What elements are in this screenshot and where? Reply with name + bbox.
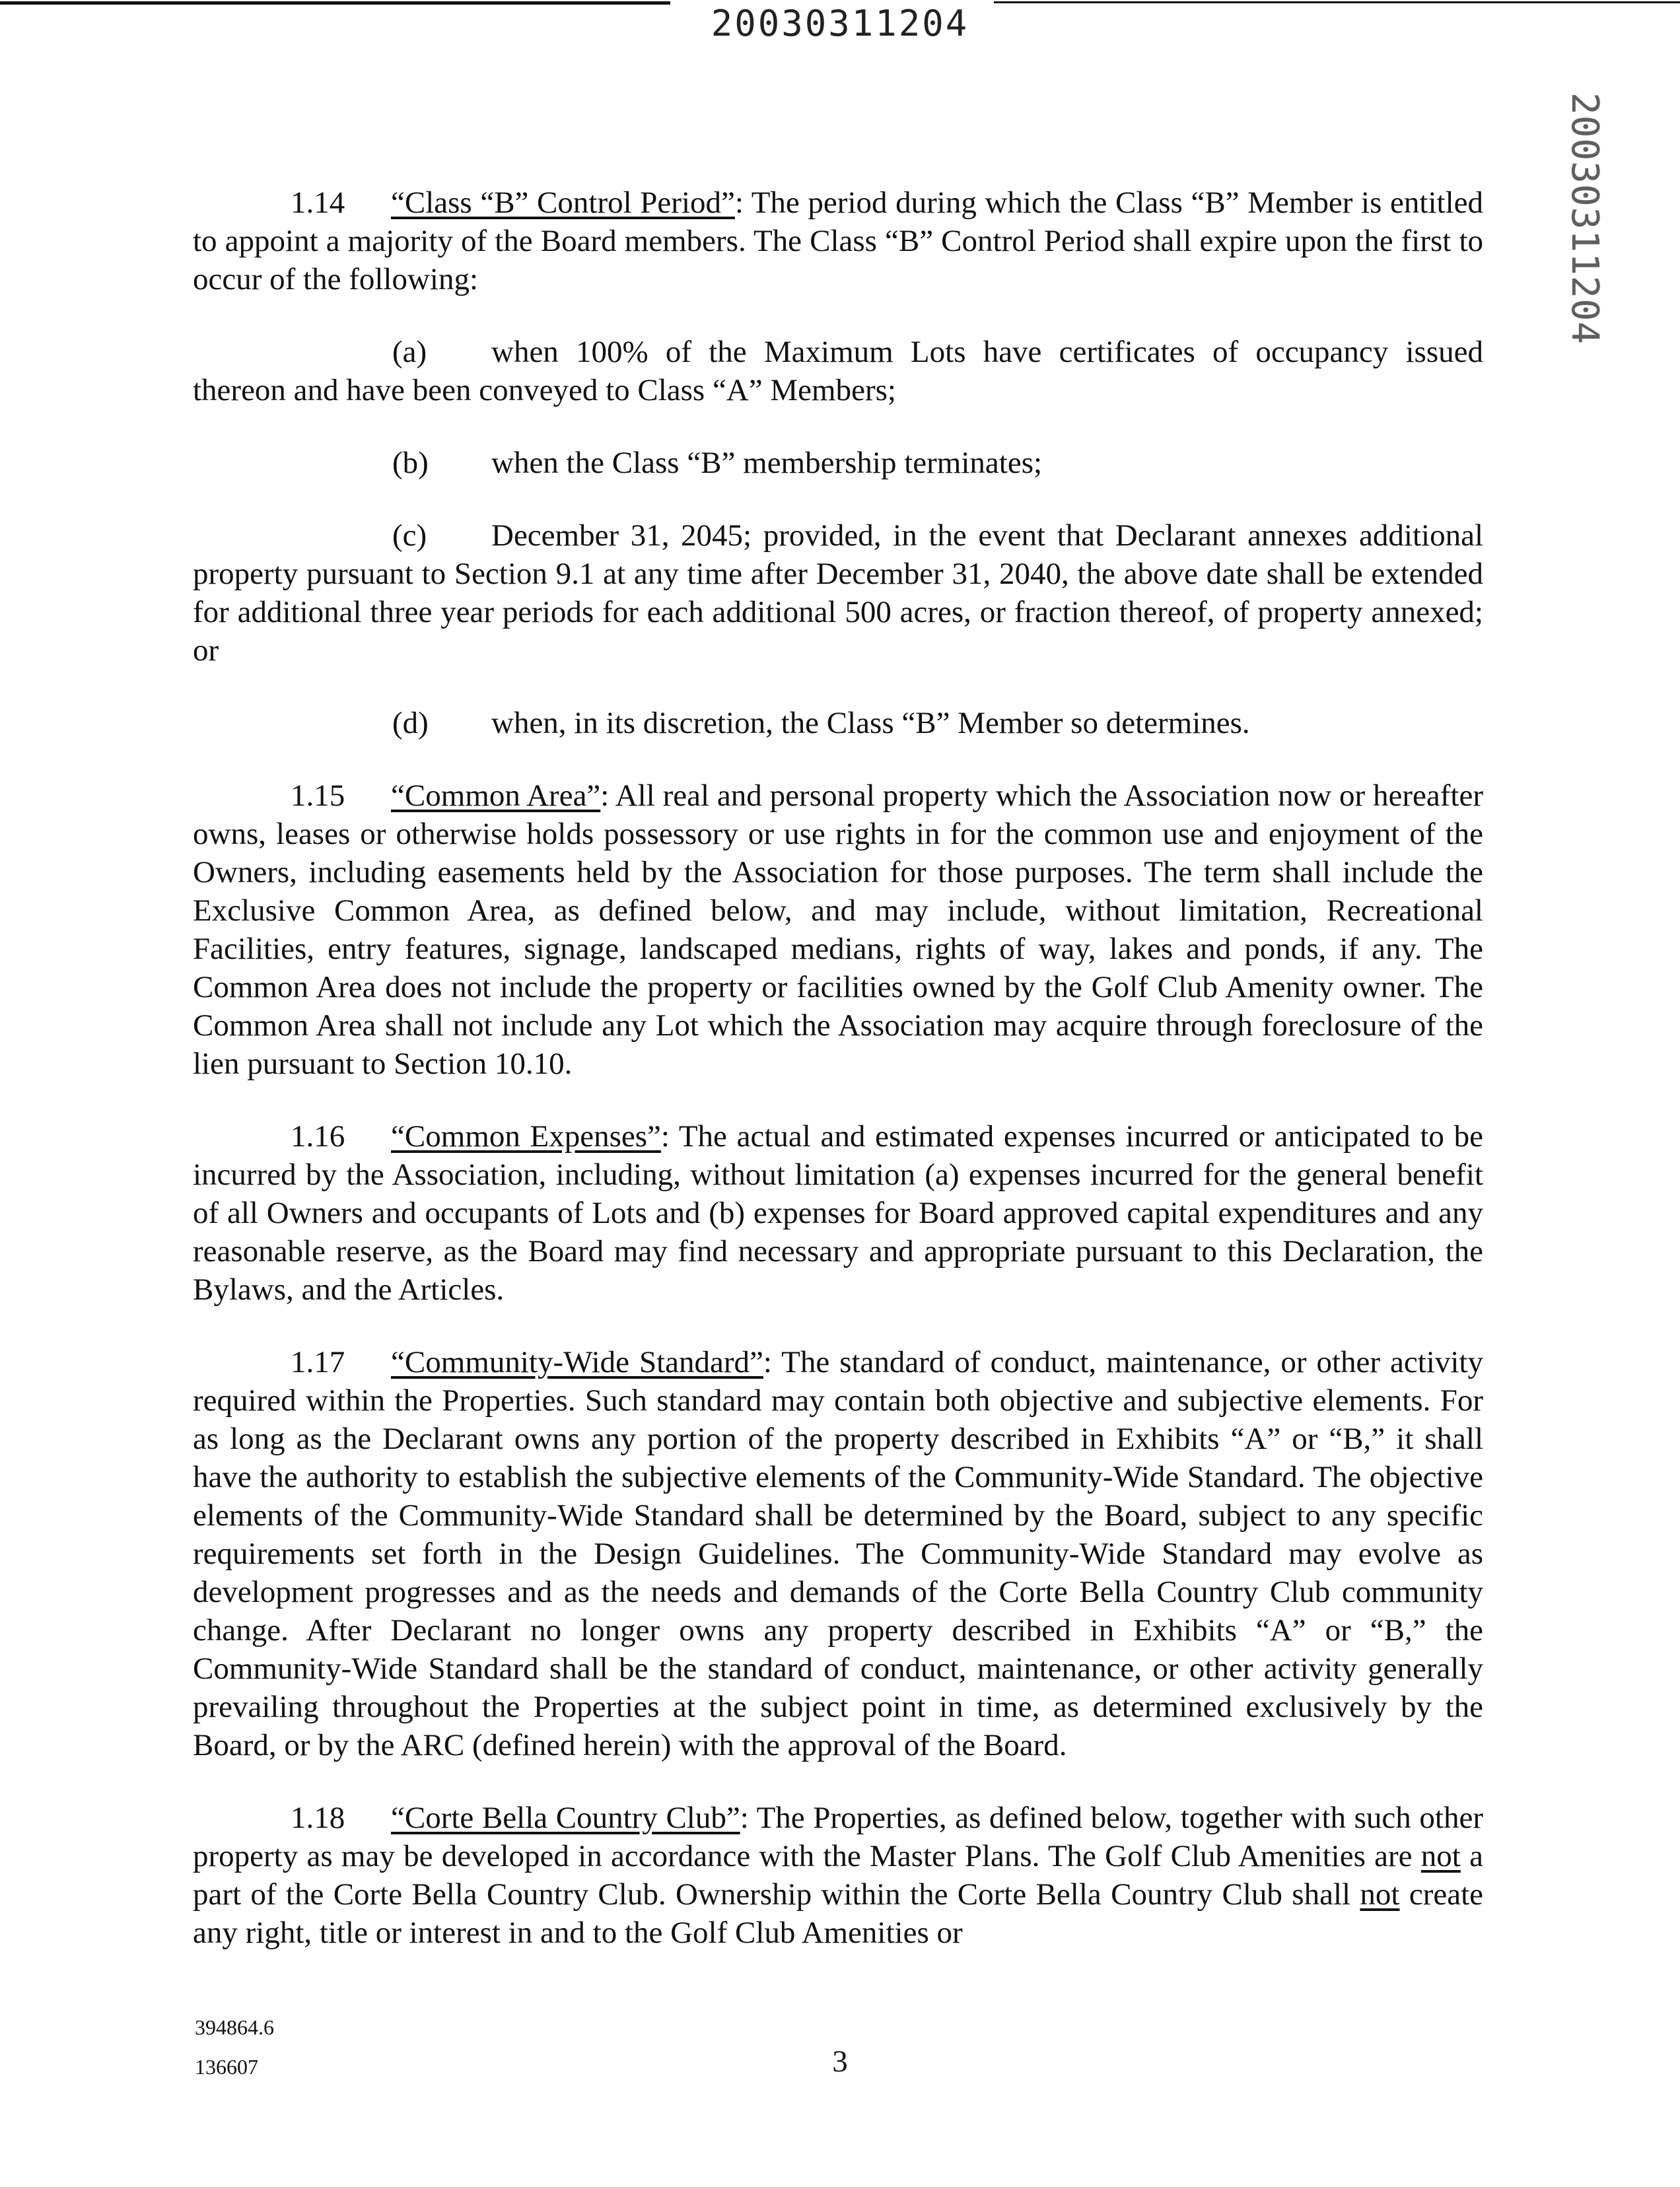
list-label: (d) — [392, 706, 429, 740]
list-item-a — [193, 333, 1483, 409]
list-text: when 100% of the Maximum Lots have certificates of occupancy issued thereon and have been conveyed to Class “A” Members; — [193, 335, 1483, 407]
page-number: 3 — [832, 2044, 848, 2079]
section-1-15: 1.15 “Common Area”: All real and personal property which the Association now or hereafter owns, leases or otherwise holds possessory or use rights in for the common use and enjoyment of the Owners, including easements held by the Association for those purposes. The term shall include the Exclusive Common Area, as defined below, and may include, without limitation, Recreational Facilities, entry features, signage, landscaped medians, rights of way, lakes and ponds, if any. The Common Area does not include the property or facilities owned by the Golf Club Amenity owner. The Common Area shall not include any Lot which the Association may acquire through foreclosure of the lien pursuant to Section 10.10. — [193, 777, 1483, 1083]
list-label: (c) — [392, 518, 427, 553]
emphasis-not: not — [1360, 1877, 1400, 1912]
section-text: The Properties, as defined below, together with such other property as may be developed in accordance with the Master Plans. The Golf Club Amenities are — [193, 1801, 1483, 1873]
list-label: (a) — [392, 335, 427, 369]
list-text: when the Class “B” membership terminates; — [491, 446, 1043, 480]
defined-term: “Common Area” — [391, 779, 601, 813]
section-text: The period during which the Class “B” Member is entitled to appoint a majority of the Board members. The Class “B” Control Period shall expire upon the first to occur of the following: — [193, 186, 1483, 296]
defined-term: “Corte Bella Country Club” — [391, 1801, 740, 1835]
emphasis-not: not — [1420, 1839, 1461, 1873]
section-text: All real and personal property which the Association now or hereafter owns, leases or otherwise holds possessory or use rights in for the common use and enjoyment of the Owners, including easements held by the Association for those purposes. The term shall include the Exclusive Common Area, as defined below, and may include, without limitation, Recreational Facilities, entry features, signage, landscaped medians, rights of way, lakes and ponds, if any. The Common Area does not include the property or facilities owned by the Golf Club Amenity owner. The Common Area shall not include any Lot which the Association may acquire through foreclosure of the lien pursuant to Section 10.10. — [193, 779, 1483, 1081]
section-number: 1.16 — [291, 1119, 345, 1154]
list-item-d — [193, 704, 1483, 742]
section-number: 1.14 — [291, 186, 345, 220]
section-1-17: 1.17 “Community-Wide Standard”: The standard of conduct, maintenance, or other activity required within the Properties. Such standard may contain both objective and subjective elements. For as long as the Declarant owns any portion of the property described in Exhibits “A” or “B,” it shall have the authority to establish the subjective elements of the Community-Wide Standard. The objective elements of the Community-Wide Standard shall be determined by the Board, subject to any specific requirements set forth in the Design Guidelines. The Community-Wide Standard may evolve as development progresses and as the needs and demands of the Corte Bella Country Club community change. After Declarant no longer owns any property described in Exhibits “A” or “B,” the Community-Wide Standard shall be the standard of conduct, maintenance, or other activity generally prevailing throughout the Properties at the subject point in time, as determined exclusively by the Board, or by the ARC (defined herein) with the approval of the Board. — [193, 1343, 1483, 1764]
list-item-b — [193, 444, 1483, 482]
section-1-14: 1.14 “Class “B” Control Period”: The period during which the Class “B” Member is entitled to appoint a majority of the Board members. The Class “B” Control Period shall expire upon the first to occur of the following: — [193, 184, 1483, 298]
section-number: 1.15 — [291, 779, 345, 813]
side-stamp: 20030311204 — [1563, 92, 1606, 345]
section-1-16: 1.16 “Common Expenses”: The actual and estimated expenses incurred or anticipated to be incurred by the Association, including, without limitation (a) expenses incurred for the general benefit of all Owners and occupants of Lots and (b) expenses for Board approved capital expenditures and any reasonable reserve, as the Board may find necessary and appropriate pursuant to this Declaration, the Bylaws, and the Articles. — [193, 1117, 1483, 1309]
list-text: when, in its discretion, the Class “B” Member so determines. — [491, 706, 1250, 740]
section-number: 1.18 — [291, 1801, 345, 1835]
doc-id: 394864.6 — [195, 2015, 274, 2039]
section-1-18: 1.18 “Corte Bella Country Club”: The Properties, as defined below, together with such other property as may be developed in accordance with the Master Plans. The Golf Club Amenities are not a part of the Corte Bella Country Club. Ownership within the Corte Bella Country Club shall not create any right, title or interest in and to the Golf Club Amenities or — [193, 1799, 1483, 1952]
list-item-c — [193, 516, 1483, 670]
recording-number: 20030311204 — [711, 3, 969, 44]
section-text: create any right, title or interest in and to the Golf Club Amenities or — [193, 1877, 1483, 1950]
section-text: a part of the Corte Bella Country Club. Ownership within the Corte Bella Country Club shall — [193, 1839, 1483, 1912]
defined-term: “Class “B” Control Period” — [391, 186, 735, 220]
section-text: The standard of conduct, maintenance, or other activity required within the Properties. Such standard may contain both objective and subjective elements. For as long as the Declarant owns any portion of the property described in Exhibits “A” or “B,” it shall have the authority to establish the subjective elements of the Community-Wide Standard. The objective elements of the Community-Wide Standard shall be determined by the Board, subject to any specific requirements set forth in the Design Guidelines. The Community-Wide Standard may evolve as development progresses and as the needs and demands of the Corte Bella Country Club community change. After Declarant no longer owns any property described in Exhibits “A” or “B,” the Community-Wide Standard shall be the standard of conduct, maintenance, or other activity generally prevailing throughout the Properties at the subject point in time, as determined exclusively by the Board, or by the ARC (defined herein) with the approval of the Board. — [193, 1345, 1483, 1762]
list-text: December 31, 2045; provided, in the event that Declarant annexes additional property pursuant to Section 9.1 at any time after December 31, 2040, the above date shall be extended for additional three year periods for each additional 500 acres, or fraction thereof, of property annexed; or — [193, 518, 1483, 668]
list-label: (b) — [392, 446, 429, 480]
client-id: 136607 — [195, 2055, 258, 2079]
document-body — [193, 184, 1483, 1952]
section-text: The actual and estimated expenses incurred or anticipated to be incurred by the Association, including, without limitation (a) expenses incurred for the general benefit of all Owners and occupants of Lots and (b) expenses for Board approved capital expenditures and any reasonable reserve, as the Board may find necessary and appropriate pursuant to this Declaration, the Bylaws, and the Articles. — [193, 1119, 1483, 1307]
defined-term: “Common Expenses” — [391, 1119, 661, 1154]
section-number: 1.17 — [291, 1345, 345, 1379]
defined-term: “Community-Wide Standard” — [391, 1345, 763, 1379]
